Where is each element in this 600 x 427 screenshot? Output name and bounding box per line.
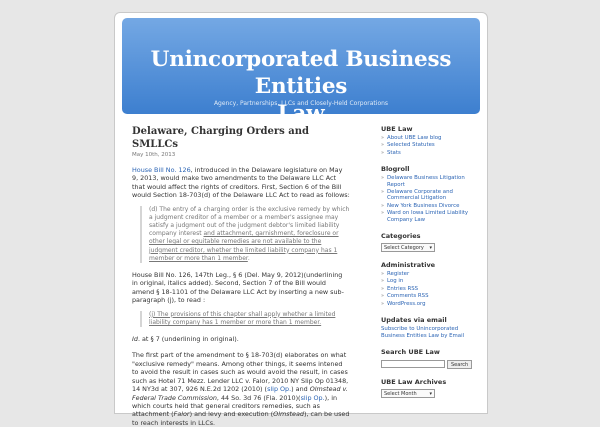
paragraph-1-text: , introduced in the Delaware legislature on May 9, 2013, would make two amendments to the Delaware LLC Act that would affect the rights of creditors. First, Section 6 of the Bill would Section 18-703(d) of the Delaware LLC Act to read as follows: (132, 166, 350, 200)
blockquote-1 (140, 206, 350, 263)
administrative-list (381, 271, 481, 307)
archive-select[interactable] (381, 389, 435, 398)
falor-case-name: Falor (173, 410, 190, 419)
site-title-line2[interactable]: Law (277, 101, 325, 126)
sidebar (381, 125, 481, 398)
paragraph-4 (132, 351, 350, 427)
admin-item-entries-rss[interactable]: » Entries RSS (381, 286, 481, 292)
search-input[interactable] (381, 360, 445, 368)
blockquote-1-text-c: . (247, 254, 250, 262)
archive-select-value: Select Month (384, 390, 417, 397)
blockquote-1-underlined: and attachment, garnishment, foreclosure or other legal or equitable remedies are not available to the judgment creditor, whether the limited liability company has 1 member or more than 1 member (149, 230, 339, 262)
blockquote-1-text-a: (d) The entry of a charging order is the exclusive remedy by which a judgment creditor of a member or a member's assignee may satisfy a judgment out of the judgment debtor's limited liability company interest (149, 205, 350, 238)
admin-item-login[interactable]: » Log in (381, 278, 481, 284)
ube-law-heading: UBE Law (381, 125, 413, 133)
post-title[interactable]: Delaware, Charging Orders and SMLLCs (132, 126, 309, 150)
site-header (122, 18, 480, 126)
archives-heading: UBE Law Archives (381, 377, 447, 386)
olmstead-case-name: Olmstead v. Federal Trade Commission (132, 385, 348, 402)
blockquote-2 (140, 311, 350, 327)
post-content (132, 125, 350, 427)
paragraph-1 (132, 166, 350, 200)
search-heading: Search UBE Law (381, 347, 440, 356)
paragraph-4-text-d: , 44 So. 3d 76 (Fla. 2010)( (216, 393, 301, 402)
olmstead-short-name: Olmstead (273, 410, 304, 419)
paragraph-4-text-b: ) and (291, 385, 310, 394)
chevron-down-icon: ▾ (429, 390, 432, 397)
search-button[interactable]: Search (447, 360, 472, 369)
slip-op-link-1[interactable]: slip Op. (267, 385, 292, 394)
category-select[interactable] (381, 243, 435, 252)
sidebar-item-about[interactable]: » About UBE Law blog (381, 135, 481, 141)
site-description: Agency, Partnerships, LLCs and Closely-Held Corporations (213, 100, 389, 107)
admin-item-comments-rss[interactable]: » Comments RSS (381, 293, 481, 299)
paragraph-3 (132, 335, 350, 343)
chevron-down-icon: ▾ (429, 245, 432, 252)
sidebar-item-stats[interactable]: » Stats (381, 150, 481, 156)
paragraph-4-text-a: The first part of the amendment to § 18-703(d) elaborates on what "exclusive remedy" means. Among other things, it seems intened to avoid the result in cases such as would avoid the result, in cases such as Hotel 71 Mezz. Lender LLC v. Falor, 2010 NY Slip Op 01348, 14 NY3d at 307, 926 N.E.2d 1202 (2010) ( (132, 351, 349, 394)
admin-item-register[interactable]: » Register (381, 271, 481, 277)
blockquote-2-underlined: (j) The provisions of this chapter shall apply whether a limited liability company has 1 member or more than 1 member. (149, 310, 336, 326)
sidebar-item-statutes[interactable]: » Selected Statutes (381, 142, 481, 148)
site-title[interactable] (122, 46, 480, 127)
admin-item-wordpress[interactable]: » WordPress.org (381, 301, 481, 307)
paragraph-4-text-i: ), can be used to reach interests in LLCs. (132, 410, 350, 427)
post-date: May 10th, 2013 (132, 152, 176, 158)
paragraph-4-text-g: ) and levy and execution ( (189, 410, 274, 419)
blogroll-list (381, 175, 481, 223)
updates-heading: Updates via email (381, 316, 447, 325)
house-bill-link[interactable]: House Bill No. 126 (132, 166, 191, 174)
page-container (114, 12, 488, 427)
blogroll-heading: Blogroll (381, 165, 410, 174)
blogroll-item-ny-divorce[interactable]: » New York Business Divorce (381, 203, 481, 209)
administrative-heading: Administrative (381, 261, 436, 270)
subscribe-email-link[interactable]: Subscribe to Unincorporated Business Entities Law by Email (381, 326, 465, 339)
blogroll-item-delaware-corporate[interactable]: » Delaware Corporate and Commercial Litigation (381, 189, 481, 202)
blogroll-item-delaware-litigation[interactable]: » Delaware Business Litigation Report (381, 175, 481, 188)
paragraph-3-text: . at § 7 (underlining in original). (137, 335, 239, 344)
paragraph-2: House Bill No. 126, 147th Leg., § 6 (Del. May 9, 2012)(underlining in original, italics added). Second, Section 7 of the Bill would amend § 18-1101 of the Delaware LLC Act by inserting a new sub-paragraph (j), to read : (132, 271, 344, 305)
blogroll-item-iowa-llc[interactable]: » Ward on Iowa Limited Liability Company Law (381, 210, 481, 223)
site-title-line1[interactable]: Unincorporated Business Entities (150, 47, 452, 99)
ube-law-list (381, 135, 481, 156)
slip-op-link-2[interactable]: slip Op. (300, 393, 325, 402)
categories-heading: Categories (381, 232, 421, 241)
category-select-value: Select Category (384, 245, 424, 252)
search-form (381, 360, 481, 369)
id-citation: Id (132, 335, 138, 344)
paragraph-4-text-e: ), in which courts held that general creditors remedies, such as attachment ( (132, 393, 338, 419)
